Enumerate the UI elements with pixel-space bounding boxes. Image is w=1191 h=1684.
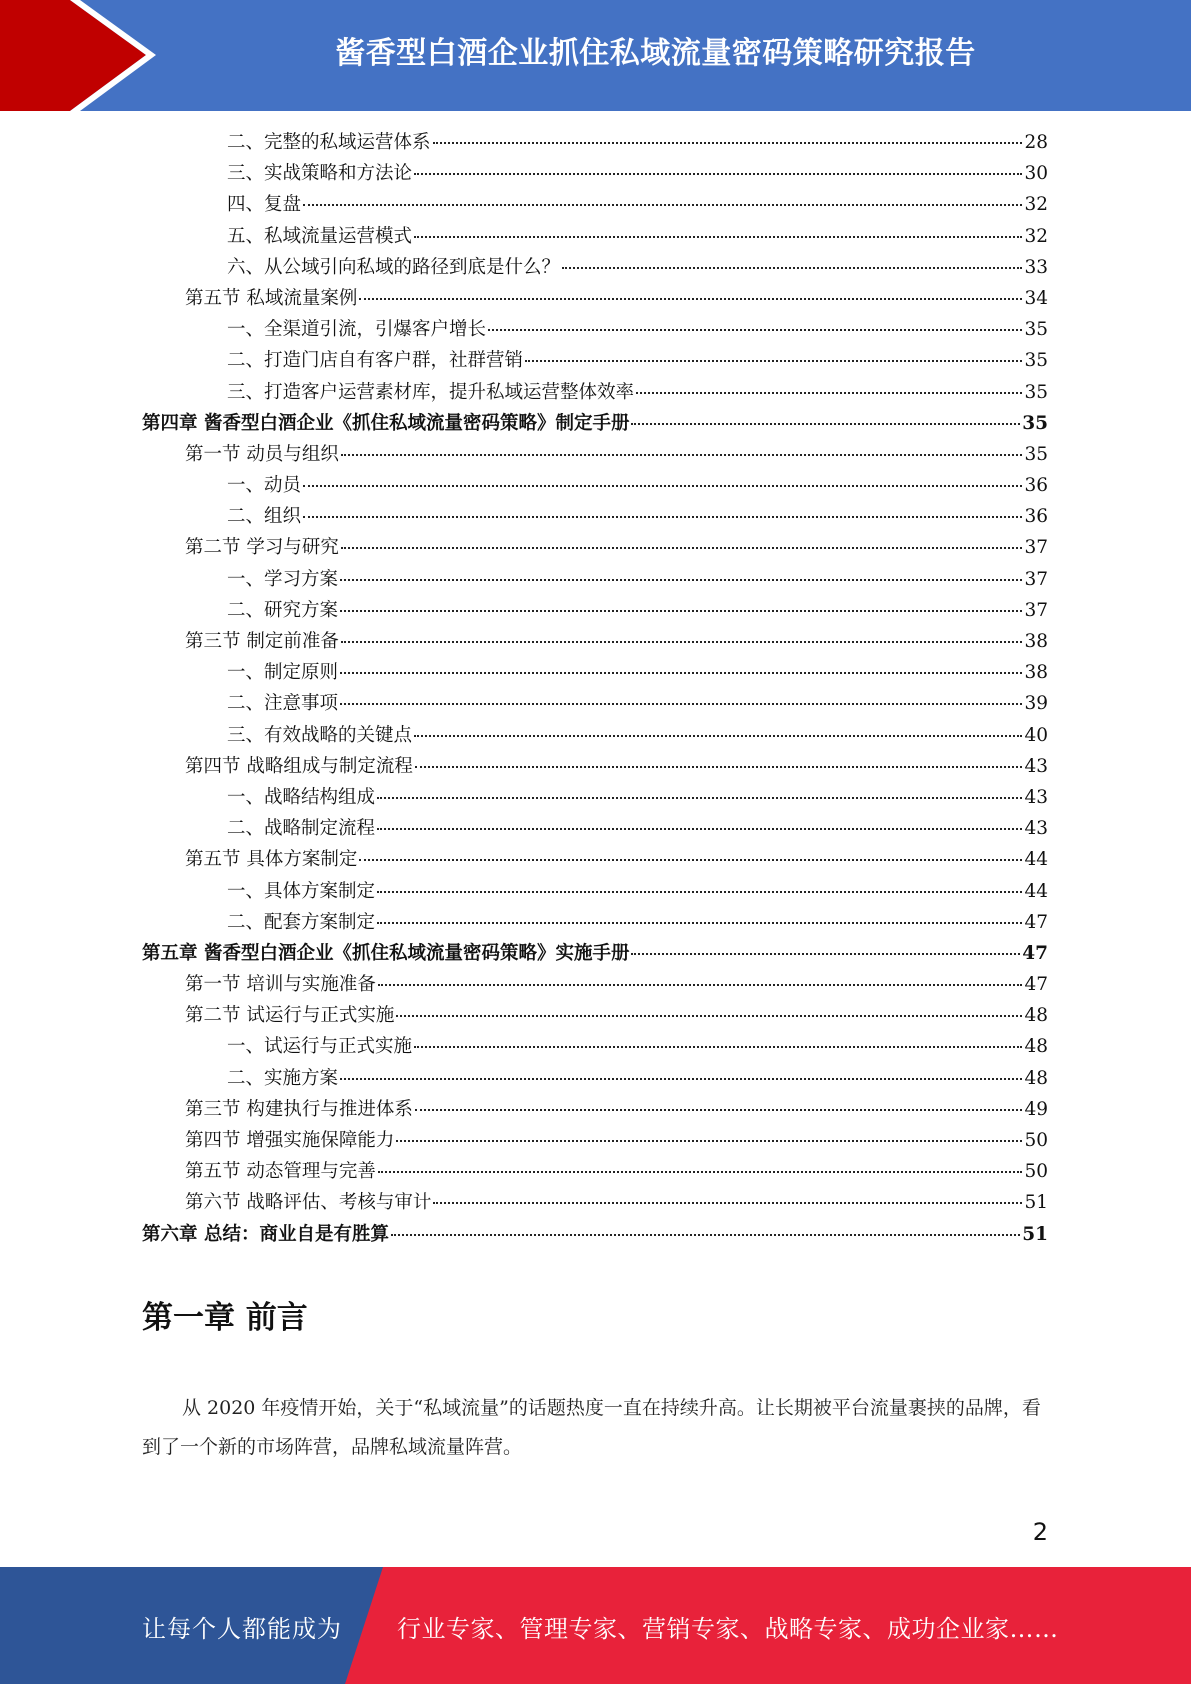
toc-dot-leader (303, 203, 1022, 206)
toc-subsection-entry[interactable] (142, 813, 1048, 844)
toc-dot-leader (359, 858, 1022, 861)
toc-page-number: 44 (1024, 880, 1048, 902)
toc-section-entry[interactable] (142, 1000, 1048, 1031)
toc-entry-title: 第五节 具体方案制定 (185, 849, 358, 871)
toc-subsection-entry[interactable] (142, 720, 1048, 751)
toc-entry-title: 第六节 战略评估、考核与审计 (185, 1192, 432, 1214)
toc-entry-title: 二、战略制定流程 (227, 818, 376, 840)
toc-entry-title: 第二节 试运行与正式实施 (185, 1005, 395, 1027)
toc-subsection-entry[interactable] (142, 221, 1048, 252)
toc-section-entry[interactable] (142, 532, 1048, 563)
toc-dot-leader (303, 515, 1022, 518)
toc-entry-title: 第三节 制定前准备 (185, 631, 339, 652)
toc-subsection-entry[interactable] (142, 907, 1048, 938)
toc-page-number: 35 (1024, 319, 1048, 341)
toc-page-number: 43 (1024, 818, 1048, 840)
toc-dot-leader (359, 297, 1022, 300)
footer-slogan-right: 行业专家、管理专家、营销专家、战略专家、成功企业家…… (397, 1615, 1059, 1643)
toc-section-entry[interactable] (142, 626, 1048, 657)
toc-dot-leader (303, 484, 1022, 487)
toc-page-number: 36 (1024, 506, 1048, 528)
toc-dot-leader (340, 609, 1022, 612)
toc-section-entry[interactable] (142, 1156, 1048, 1187)
toc-entry-title: 一、战略结构组成 (227, 786, 376, 808)
toc-page-number: 38 (1024, 631, 1048, 652)
toc-page-number: 48 (1024, 1005, 1048, 1027)
toc-page-number: 47 (1024, 974, 1048, 996)
toc-page-number: 37 (1024, 537, 1048, 559)
toc-section-entry[interactable] (142, 1187, 1048, 1218)
toc-page-number: 30 (1024, 163, 1048, 185)
report-title: 酱香型白酒企业抓住私域流量密码策略研究报告 (335, 36, 976, 71)
toc-dot-leader (377, 796, 1022, 799)
toc-entry-title: 一、试运行与正式实施 (227, 1036, 413, 1058)
toc-dot-leader (631, 952, 1020, 955)
toc-section-entry[interactable] (142, 283, 1048, 314)
toc-page-number: 32 (1024, 194, 1048, 216)
toc-entry-title: 一、学习方案 (227, 568, 339, 590)
toc-subsection-entry[interactable] (142, 189, 1048, 220)
toc-dot-leader (378, 983, 1023, 986)
toc-entry-title: 第四节 增强实施保障能力 (185, 1130, 395, 1151)
toc-dot-leader (525, 359, 1022, 362)
toc-page-number: 37 (1024, 568, 1048, 590)
toc-entry-title: 五、私域流量运营模式 (227, 225, 413, 247)
toc-subsection-entry[interactable] (142, 876, 1048, 907)
toc-entry-title: 第一节 培训与实施准备 (185, 974, 376, 996)
toc-dot-leader (340, 702, 1022, 705)
toc-dot-leader (377, 890, 1022, 893)
toc-section-entry[interactable] (142, 1094, 1048, 1125)
toc-entry-title: 三、实战策略和方法论 (227, 163, 413, 185)
toc-section-entry[interactable] (142, 751, 1048, 782)
toc-subsection-entry[interactable] (142, 158, 1048, 189)
chapter-heading: 第一章 前言 (142, 1300, 308, 1336)
toc-subsection-entry[interactable] (142, 1031, 1048, 1062)
toc-page-number: 50 (1024, 1161, 1048, 1183)
toc-dot-leader (396, 1014, 1022, 1017)
toc-page-number: 37 (1024, 599, 1048, 621)
toc-page-number: 34 (1024, 287, 1048, 309)
toc-entry-title: 二、组织 (227, 506, 302, 528)
toc-subsection-entry[interactable] (142, 1063, 1048, 1094)
toc-page-number: 50 (1024, 1130, 1048, 1151)
toc-dot-leader (562, 266, 1022, 269)
toc-dot-leader (433, 1201, 1022, 1204)
toc-entry-title: 第三节 构建执行与推进体系 (185, 1098, 413, 1120)
toc-subsection-entry[interactable] (142, 314, 1048, 345)
toc-entry-title: 二、注意事项 (227, 693, 339, 715)
toc-page-number: 51 (1024, 1192, 1048, 1214)
page-number: 2 (1032, 1518, 1048, 1546)
toc-entry-title: 二、研究方案 (227, 599, 339, 621)
toc-dot-leader (488, 328, 1022, 331)
toc-dot-leader (414, 235, 1022, 238)
toc-page-number: 44 (1024, 849, 1048, 871)
toc-page-number: 35 (1022, 412, 1048, 434)
toc-entry-title: 一、动员 (227, 475, 302, 497)
toc-dot-leader (341, 640, 1023, 643)
toc-dot-leader (631, 422, 1020, 425)
toc-page-number: 35 (1024, 381, 1048, 403)
toc-chapter-entry[interactable] (142, 408, 1048, 439)
toc-section-entry[interactable] (142, 844, 1048, 875)
toc-dot-leader (415, 1108, 1023, 1111)
toc-section-entry[interactable] (142, 969, 1048, 1000)
toc-page-number: 43 (1024, 786, 1048, 808)
toc-dot-leader (396, 1139, 1022, 1142)
toc-subsection-entry[interactable] (142, 377, 1048, 408)
page-footer (0, 1567, 1191, 1684)
toc-dot-leader (414, 734, 1022, 737)
toc-dot-leader (341, 546, 1023, 549)
toc-page-number: 38 (1024, 662, 1048, 684)
toc-entry-title: 第一节 动员与组织 (185, 443, 339, 465)
toc-subsection-entry[interactable] (142, 470, 1048, 501)
toc-entry-title: 第四节 战略组成与制定流程 (185, 755, 413, 777)
toc-subsection-entry[interactable] (142, 595, 1048, 626)
toc-page-number: 40 (1024, 724, 1048, 746)
toc-entry-title: 第六章 总结：商业自是有胜算 (142, 1223, 389, 1245)
toc-entry-title: 三、打造客户运营素材库，提升私域运营整体效率 (227, 381, 635, 403)
toc-entry-title: 一、具体方案制定 (227, 880, 376, 902)
toc-subsection-entry[interactable] (142, 564, 1048, 595)
toc-page-number: 47 (1022, 942, 1048, 964)
toc-subsection-entry[interactable] (142, 782, 1048, 813)
toc-page-number: 28 (1024, 132, 1048, 153)
toc-section-entry[interactable] (142, 1125, 1048, 1156)
toc-dot-leader (377, 827, 1022, 830)
toc-chapter-entry[interactable] (142, 1219, 1048, 1250)
toc-page-number: 39 (1024, 693, 1048, 715)
toc-subsection-entry[interactable] (142, 657, 1048, 688)
toc-entry-title: 三、有效战略的关键点 (227, 724, 413, 746)
toc-dot-leader (377, 921, 1022, 924)
toc-subsection-entry[interactable] (142, 501, 1048, 532)
toc-section-entry[interactable] (142, 439, 1048, 470)
toc-dot-leader (414, 1045, 1022, 1048)
toc-page-number: 35 (1024, 350, 1048, 372)
toc-page-number: 49 (1024, 1098, 1048, 1120)
toc-entry-title: 二、打造门店自有客户群，社群营销 (227, 350, 524, 372)
toc-entry-title: 六、从公域引向私域的路径到底是什么？ (227, 256, 561, 278)
toc-page-number: 43 (1024, 755, 1048, 777)
toc-subsection-entry[interactable] (142, 127, 1048, 158)
page-header (0, 0, 1191, 111)
toc-dot-leader (433, 141, 1023, 144)
toc-entry-title: 二、完整的私域运营体系 (227, 132, 431, 153)
body-paragraph: 从 2020 年疫情开始，关于“私域流量”的话题热度一直在持续升高。让长期被平台流量裹挟的品牌，看到了一个新的市场阵营，品牌私域流量阵营。 (142, 1397, 1041, 1458)
toc-entry-title: 四、复盘 (227, 194, 302, 216)
toc-entry-title: 一、制定原则 (227, 662, 339, 684)
toc-dot-leader (415, 765, 1023, 768)
toc-dot-leader (340, 1077, 1022, 1080)
toc-dot-leader (340, 671, 1022, 674)
toc-entry-title: 一、全渠道引流，引爆客户增长 (227, 319, 487, 341)
toc-page-number: 32 (1024, 225, 1048, 247)
toc-entry-title: 第五章 酱香型白酒企业《抓住私域流量密码策略》实施手册 (142, 942, 630, 964)
toc-page-number: 33 (1024, 256, 1048, 278)
table-of-contents (142, 127, 1048, 1250)
toc-dot-leader (341, 453, 1023, 456)
toc-page-number: 47 (1024, 911, 1048, 933)
toc-page-number: 36 (1024, 475, 1048, 497)
toc-subsection-entry[interactable] (142, 688, 1048, 719)
footer-slogan-left: 让每个人都能成为 (142, 1615, 342, 1643)
toc-dot-leader (340, 578, 1022, 581)
toc-dot-leader (391, 1233, 1020, 1236)
toc-dot-leader (636, 391, 1022, 394)
toc-entry-title: 第四章 酱香型白酒企业《抓住私域流量密码策略》制定手册 (142, 412, 630, 434)
toc-entry-title: 二、配套方案制定 (227, 911, 376, 933)
toc-subsection-entry[interactable] (142, 345, 1048, 376)
toc-page-number: 35 (1024, 443, 1048, 465)
toc-entry-title: 第五节 动态管理与完善 (185, 1161, 376, 1183)
toc-entry-title: 第二节 学习与研究 (185, 537, 339, 559)
toc-entry-title: 第五节 私域流量案例 (185, 287, 358, 309)
toc-page-number: 48 (1024, 1036, 1048, 1058)
toc-subsection-entry[interactable] (142, 252, 1048, 283)
toc-dot-leader (378, 1170, 1023, 1173)
toc-page-number: 48 (1024, 1067, 1048, 1089)
toc-page-number: 51 (1022, 1223, 1048, 1245)
toc-dot-leader (414, 172, 1022, 175)
toc-entry-title: 二、实施方案 (227, 1067, 339, 1089)
toc-chapter-entry[interactable] (142, 938, 1048, 969)
